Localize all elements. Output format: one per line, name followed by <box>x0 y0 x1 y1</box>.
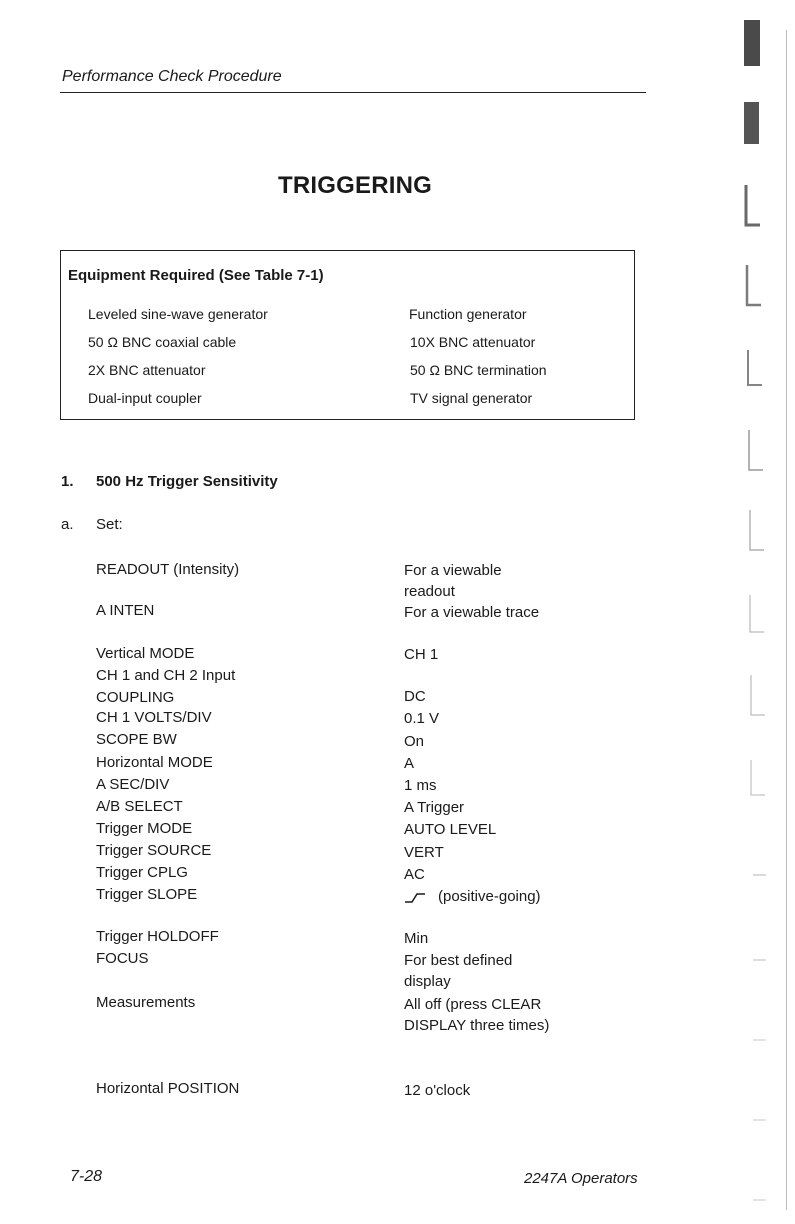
setting-value: On <box>404 733 425 750</box>
setting-value: VERT <box>404 844 444 861</box>
setting-name: A/B SELECT <box>96 798 183 815</box>
step-title: 500 Hz Trigger Sensitivity <box>96 473 278 490</box>
setting-value: For best defined display <box>404 952 513 990</box>
edge-tab-marks <box>728 20 795 1220</box>
setting-name: Horizontal MODE <box>96 754 213 771</box>
setting-name: READOUT (Intensity) <box>96 561 240 578</box>
header-rule <box>60 92 646 93</box>
setting-value: 1 ms <box>404 777 437 794</box>
setting-name: Trigger HOLDOFF <box>96 928 219 945</box>
equipment-item: Leveled sine-wave generator <box>88 306 268 322</box>
equipment-item: TV signal generator <box>410 390 533 406</box>
setting-value: A Trigger <box>404 799 465 816</box>
setting-value: For a viewable trace <box>404 604 540 621</box>
sub-step-text: Set: <box>96 516 123 533</box>
setting-value: CH 1 <box>404 646 439 663</box>
page-number: 7-28 <box>70 1168 103 1185</box>
sub-step-letter: a. <box>61 516 74 533</box>
setting-value: For a viewable readout <box>404 562 502 600</box>
setting-value: (positive-going) <box>438 888 541 905</box>
setting-value: 12 o'clock <box>404 1082 471 1099</box>
equipment-item: Function generator <box>409 306 527 322</box>
setting-value: All off (press CLEAR DISPLAY three times) <box>404 996 550 1034</box>
manual-name: 2247A Operators <box>524 1170 638 1187</box>
setting-name: Trigger SLOPE <box>96 886 198 903</box>
equipment-item: 50 Ω BNC coaxial cable <box>88 334 237 350</box>
setting-value: A <box>404 755 415 772</box>
setting-name: A INTEN <box>96 602 155 619</box>
setting-value: DC <box>404 688 426 705</box>
setting-value: AC <box>404 866 425 883</box>
setting-name: SCOPE BW <box>96 731 177 748</box>
setting-name: Trigger MODE <box>96 820 193 837</box>
setting-value: Min <box>404 930 429 947</box>
setting-name: Vertical MODE <box>96 645 195 662</box>
equipment-item: 2X BNC attenuator <box>88 362 206 378</box>
section-title: TRIGGERING <box>277 172 432 199</box>
setting-name: Trigger CPLG <box>96 864 188 881</box>
equipment-item: Dual-input coupler <box>88 390 202 406</box>
running-header: Performance Check Procedure <box>62 68 282 85</box>
step-number: 1. <box>61 473 74 490</box>
setting-name: CH 1 VOLTS/DIV <box>96 709 212 726</box>
setting-name: FOCUS <box>96 950 149 967</box>
equipment-item: 50 Ω BNC termination <box>410 362 547 378</box>
equipment-item: 10X BNC attenuator <box>410 334 536 350</box>
equipment-heading: Equipment Required (See Table 7-1) <box>68 267 324 284</box>
setting-name: Horizontal POSITION <box>96 1080 240 1097</box>
setting-value: 0.1 V <box>404 710 440 727</box>
setting-name: A SEC/DIV <box>96 776 170 793</box>
setting-name: Trigger SOURCE <box>96 842 212 859</box>
setting-name: Measurements <box>96 994 196 1011</box>
setting-name: CH 1 and CH 2 Input COUPLING <box>96 667 236 706</box>
setting-value: AUTO LEVEL <box>404 821 497 838</box>
